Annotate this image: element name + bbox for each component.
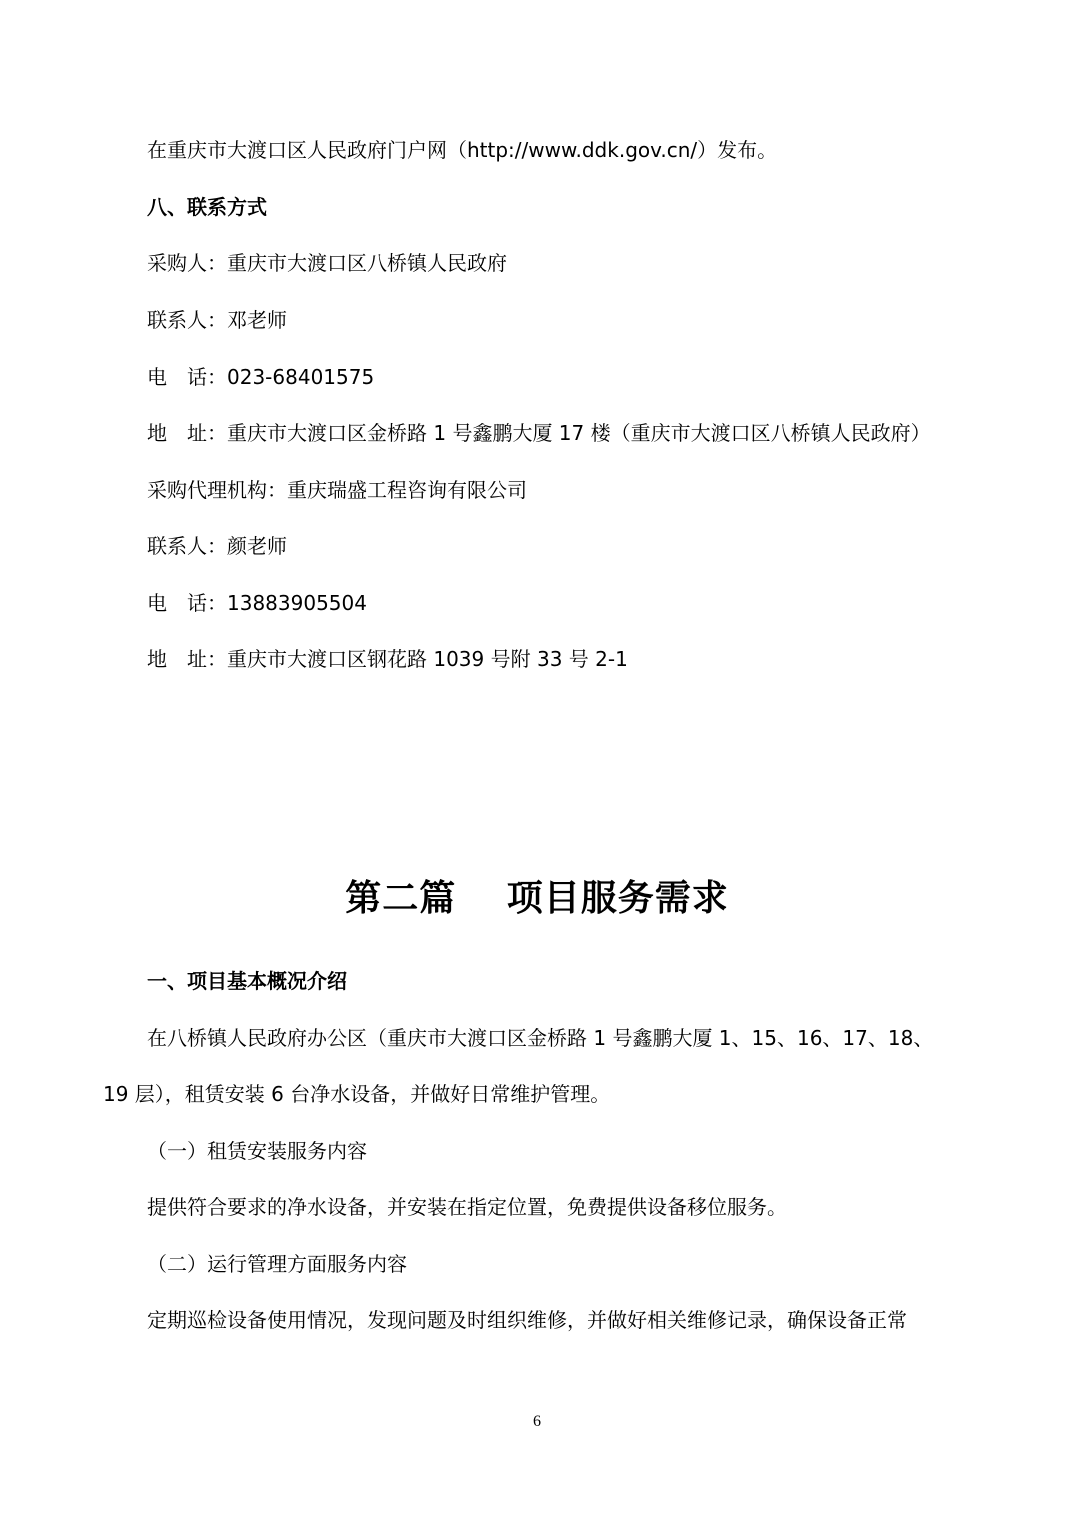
contact-section-heading: 八、联系方式 [147,195,267,219]
buyer-contact-person: 联系人：邓老师 [147,308,287,332]
page-number: 6 [533,1413,541,1430]
part-two-title: 第二篇 项目服务需求 [345,878,729,919]
section-one-paragraph-line-2: 19 层），租赁安装 6 台净水设备，并做好日常维护管理。 [103,1082,611,1106]
buyer-address: 地 址：重庆市大渡口区金桥路 1 号鑫鹏大厦 17 楼（重庆市大渡口区八桥镇人民政府） [147,421,931,445]
subsection-two-heading: （二）运行管理方面服务内容 [147,1252,407,1276]
buyer-phone: 电 话：023-68401575 [147,365,375,389]
publish-notice-text: 在重庆市大渡口区人民政府门户网（http://www.ddk.gov.cn/）发布。 [147,138,778,162]
agency-contact-person: 联系人：颜老师 [147,534,287,558]
subsection-one-text: 提供符合要求的净水设备，并安装在指定位置，免费提供设备移位服务。 [147,1195,787,1219]
agency-name: 采购代理机构：重庆瑞盛工程咨询有限公司 [147,478,527,502]
agency-phone: 电 话：13883905504 [147,591,367,615]
section-one-heading: 一、项目基本概况介绍 [147,969,347,993]
buyer-name: 采购人：重庆市大渡口区八桥镇人民政府 [147,251,507,275]
subsection-two-text: 定期巡检设备使用情况，发现问题及时组织维修，并做好相关维修记录，确保设备正常 [147,1308,907,1332]
subsection-one-heading: （一）租赁安装服务内容 [147,1139,367,1163]
section-one-paragraph-line-1: 在八桥镇人民政府办公区（重庆市大渡口区金桥路 1 号鑫鹏大厦 1、15、16、17、18、 [147,1026,934,1050]
agency-address: 地 址：重庆市大渡口区钢花路 1039 号附 33 号 2-1 [147,647,628,671]
